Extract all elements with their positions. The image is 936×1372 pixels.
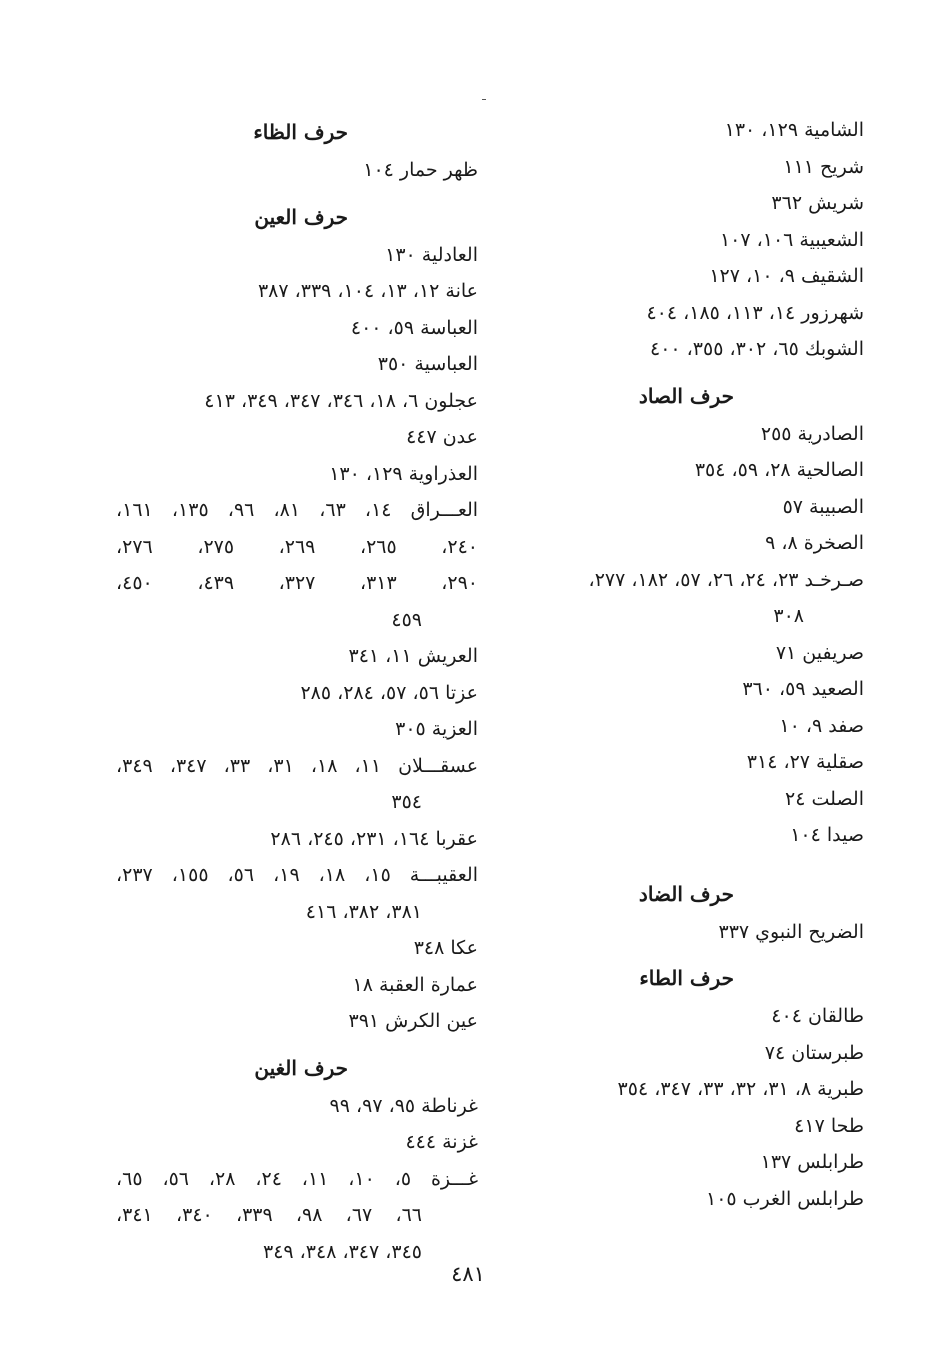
index-entry: غزنة ٤٤٤ — [405, 1131, 478, 1153]
index-entry: صـرخـد ٢٣، ٢٤، ٢٦، ٥٧، ١٨٢، ٢٧٧، — [588, 568, 864, 591]
index-entry: العباسية ٣٥٠ — [377, 353, 478, 375]
left-column — [108, 112, 478, 1270]
section-heading-ayn: حرف العين — [254, 204, 348, 229]
index-entry-continuation: ٦٦، ٦٧، ٩٨، ٣٣٩، ٣٤٠، ٣٤١، — [116, 1204, 422, 1226]
index-entry-continuation: ٣٥٤ — [391, 791, 422, 813]
index-entry: شهرزور ١٤، ١١٣، ١٨٥، ٤٠٤ — [646, 301, 864, 324]
index-entry: عدن ٤٤٧ — [406, 426, 478, 448]
index-entry: الصعيد ٥٩، ٣٦٠ — [742, 678, 864, 700]
index-entry: شريش ٣٦٢ — [771, 192, 864, 214]
index-entry: عقربا ١٦٤، ٢٣١، ٢٤٥، ٢٨٦ — [270, 827, 478, 850]
index-entry-continuation: ٢٤٠، ٢٦٥، ٢٦٩، ٢٧٥، ٢٧٦، — [116, 535, 479, 558]
index-entry: غـــزة ٥، ١٠، ١١، ٢٤، ٢٨، ٥٦، ٦٥، — [116, 1167, 479, 1190]
index-entry: طرابلس ١٣٧ — [760, 1151, 864, 1173]
index-entry: صريفين ٧١ — [775, 641, 864, 664]
index-entry: طرابلس الغرب ١٠٥ — [706, 1187, 864, 1210]
index-entry: العزية ٣٠٥ — [395, 718, 478, 740]
index-entry: الضريح النبوي ٣٣٧ — [718, 920, 864, 943]
index-entry: صقلية ٢٧، ٣١٤ — [746, 751, 864, 773]
section-heading-za: حرف الظاء — [253, 120, 348, 144]
index-entry: عين الكرش ٣٩١ — [348, 1010, 478, 1032]
index-entry: عزتا ٥٦، ٥٧، ٢٨٤، ٢٨٥ — [300, 681, 478, 704]
index-entry: الشامية ١٢٩، ١٣٠ — [724, 119, 864, 141]
section-heading-ghayn: حرف الغين — [254, 1055, 348, 1080]
index-entry: الصخرة ٨، ٩ — [765, 532, 864, 554]
index-entry: العريش ١١، ٣٤١ — [348, 645, 478, 667]
index-entry: العذراوية ١٢٩، ١٣٠ — [329, 462, 478, 485]
index-entry: الصادرية ٢٥٥ — [760, 422, 864, 445]
page-number: ٤٨١ — [451, 1262, 485, 1286]
index-entry: الصالحية ٢٨، ٥٩، ٣٥٤ — [694, 459, 864, 481]
right-column — [494, 112, 864, 1217]
index-entry: صيدا ١٠٤ — [790, 824, 864, 846]
index-entry: غرناطة ٩٥، ٩٧، ٩٩ — [329, 1094, 478, 1117]
index-entry: ظهر حمار ١٠٤ — [363, 159, 478, 181]
index-entry-continuation: ٤٥٩ — [391, 608, 422, 631]
index-entry: العـــراق ١٤، ٦٣، ٨١، ٩٦، ١٣٥، ١٦١، — [116, 499, 479, 521]
index-entry: عسقـــلان ١١، ١٨، ٣١، ٣٣، ٣٤٧، ٣٤٩، — [116, 754, 479, 777]
index-entry-continuation: ٣٠٨ — [773, 605, 804, 627]
index-entry: الصلت ٢٤ — [785, 787, 864, 810]
index-entry: عانة ١٢، ١٣، ١٠٤، ٣٣٩، ٣٨٧ — [257, 280, 478, 302]
index-entry: طحا ٤١٧ — [794, 1114, 864, 1137]
section-heading-dad: حرف الضاد — [638, 881, 734, 906]
index-entry: طبرية ٨، ٣١، ٣٢، ٣٣، ٣٤٧، ٣٥٤ — [617, 1078, 864, 1100]
index-entry: عكا ٣٤٨ — [413, 937, 478, 959]
index-entry: العادلية ١٣٠ — [385, 243, 478, 266]
index-entry-continuation: ٣٨١، ٣٨٢، ٤١٦ — [305, 900, 422, 923]
index-entry: صفد ٩، ١٠ — [779, 714, 864, 737]
index-entry: عمارة العقبة ١٨ — [352, 973, 478, 996]
index-entry: العباسة ٥٩، ٤٠٠ — [350, 316, 478, 339]
index-entry: طبرستان ٧٤ — [764, 1041, 864, 1064]
index-entry-continuation: ٢٩٠، ٣١٣، ٣٢٧، ٤٣٩، ٤٥٠، — [116, 572, 479, 594]
index-entry: الشوبك ٦٥، ٣٠٢، ٣٥٥، ٤٠٠ — [650, 338, 864, 360]
index-entry: العقيبـــة ١٥، ١٨، ١٩، ٥٦، ١٥٥، ٢٣٧، — [116, 864, 478, 886]
index-entry: شريح ١١١ — [783, 155, 864, 178]
ink-mark — [482, 99, 486, 100]
index-entry: الشعيبية ١٠٦، ١٠٧ — [719, 228, 864, 251]
index-entry-continuation: ٣٤٥، ٣٤٧، ٣٤٨، ٣٤٩ — [262, 1240, 422, 1263]
section-heading-sad: حرف الصاد — [638, 383, 734, 408]
index-entry: طالقان ٤٠٤ — [771, 1005, 864, 1027]
index-entry: الشقيف ٩، ١٠، ١٢٧ — [709, 265, 864, 287]
index-entry: عجلون ٦، ١٨، ٣٤٦، ٣٤٧، ٣٤٩، ٤١٣ — [204, 389, 478, 412]
section-heading-ta: حرف الطاء — [639, 966, 734, 990]
index-entry: الصبيبة ٥٧ — [782, 495, 864, 518]
